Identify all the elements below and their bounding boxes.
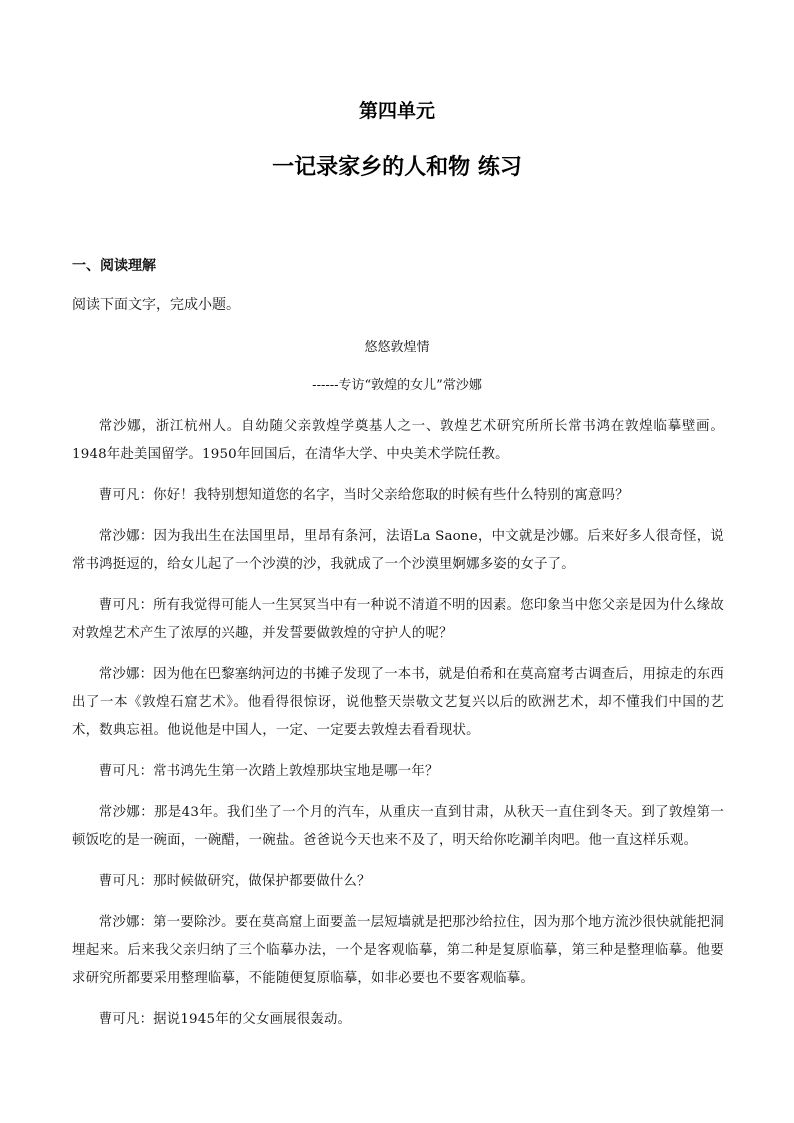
unit-title: 第四单元 [358, 100, 435, 122]
section-instruction: 阅读下面文字，完成小题。 [72, 297, 240, 313]
article-subtitle: ------专访“敦煌的女儿”常沙娜 [312, 378, 482, 393]
article-paragraph: 曹可凡：那时候做研究，做保护都要做什么？ [98, 874, 371, 889]
article-paragraph: 常沙娜：因为我出生在法国里昂，里昂有条河，法语La Saone，中文就是沙娜。后来好多人很奇怪，说常书鸿挺逗的，给女儿起了一个沙漠的沙，我就成了一个沙漠里婀娜多姿的女子了。 [72, 529, 724, 572]
article-paragraph: 曹可凡：所有我觉得可能人一生冥冥当中有一种说不清道不明的因素。您印象当中您父亲是因为什么缘故对敦煌艺术产生了浓厚的兴趣，并发誓要做敦煌的守护人的呢？ [72, 598, 724, 641]
section-heading: 一、阅读理解 [72, 258, 156, 274]
article-paragraph: 常沙娜：因为他在巴黎塞纳河边的书摊子发现了一本书，就是伯希和在莫高窟考古调查后，用掠走的东西出了一本《敦煌石窟艺术》。他看得很惊讶，说他整天崇敬文艺复兴以后的欧洲艺术，却不懂我们中国的艺术，数典忘祖。他说他是中国人，一定、一定要去敦煌去看看现状。 [72, 667, 724, 738]
article-paragraph: 常沙娜：第一要除沙。要在莫高窟上面要盖一层短墙就是把那沙给拉住，因为那个地方流沙很快就能把洞埋起来。后来我父亲归纳了三个临摹办法，一个是客观临摹，第二种是复原临摹，第三种是整理临摹。他要求研究所都要采用整理临摹，不能随便复原临摹，如非必要也不要客观临摹。 [72, 915, 724, 986]
article-paragraph: 常沙娜，浙江杭州人。自幼随父亲敦煌学奠基人之一、敦煌艺术研究所所长常书鸿在敦煌临摹壁画。1948年赴美国留学。1950年回国后，在清华大学、中央美术学院任教。 [72, 419, 724, 462]
article-paragraph: 曹可凡：你好！我特别想知道您的名字，当时父亲给您取的时候有些什么特别的寓意吗？ [98, 488, 629, 503]
article-body [72, 413, 724, 1047]
article-title: 悠悠敦煌情 [364, 340, 430, 355]
article-paragraph: 曹可凡：常书鸿先生第一次踏上敦煌那块宝地是哪一年？ [98, 764, 439, 779]
article-paragraph: 常沙娜：那是43年。我们坐了一个月的汽车，从重庆一直到甘肃，从秋天一直住到冬天。到了敦煌第一顿饭吃的是一碗面，一碗醋，一碗盐。爸爸说今天也来不及了，明天给你吃涮羊肉吧。他一直这样乐观。 [72, 805, 724, 848]
lesson-title: 一记录家乡的人和物 练习 [272, 155, 522, 180]
article-paragraph: 曹可凡：据说1945年的父女画展很轰动。 [98, 1012, 352, 1027]
